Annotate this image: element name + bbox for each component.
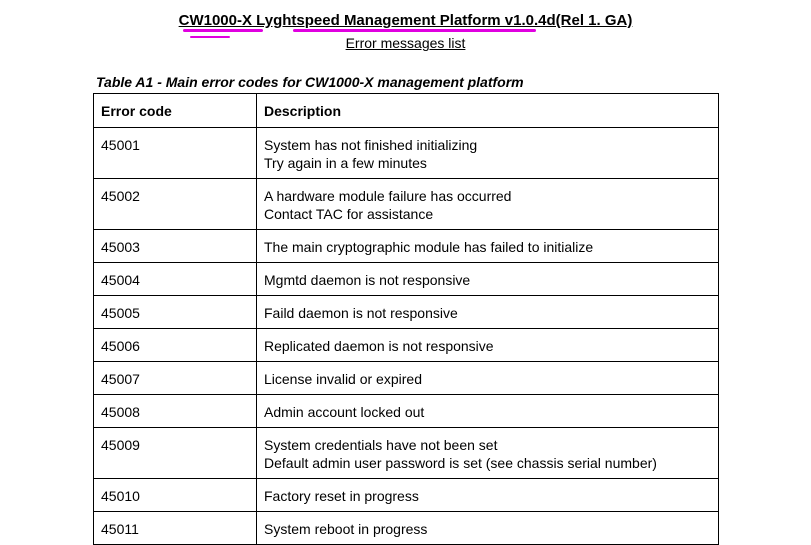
highlight-mark-3 — [293, 29, 536, 32]
document-title-wrap — [0, 12, 811, 30]
column-header-description: Description — [257, 94, 719, 128]
description-line: Factory reset in progress — [264, 488, 419, 504]
description-cell — [257, 296, 719, 329]
error-code-cell: 45011 — [94, 512, 257, 545]
description-line: System has not finished initializing — [264, 137, 478, 153]
description-cell — [257, 329, 719, 362]
document-title-rest: Lyghtspeed Management Platform v1.0.4d(Rel 1. GA) — [251, 12, 633, 29]
table-header-row — [94, 94, 719, 128]
table-row — [94, 128, 719, 179]
description-cell — [257, 179, 719, 230]
error-code-cell: 45002 — [94, 179, 257, 230]
description-cell — [257, 263, 719, 296]
error-code-cell: 45010 — [94, 479, 257, 512]
table-row — [94, 179, 719, 230]
error-code-cell: 45008 — [94, 395, 257, 428]
description-line: Faild daemon is not responsive — [264, 305, 458, 321]
description-line: System credentials have not been set — [264, 437, 498, 453]
description-line: A hardware module failure has occurred — [264, 188, 512, 204]
error-code-cell: 45006 — [94, 329, 257, 362]
description-line: Admin account locked out — [264, 404, 425, 420]
description-line: Replicated daemon is not responsive — [264, 338, 494, 354]
description-cell — [257, 395, 719, 428]
description-line: Try again in a few minutes — [264, 155, 427, 171]
error-code-cell: 45001 — [94, 128, 257, 179]
table-row — [94, 362, 719, 395]
description-cell — [257, 128, 719, 179]
table-row — [94, 296, 719, 329]
description-line: License invalid or expired — [264, 371, 422, 387]
description-cell — [257, 479, 719, 512]
description-cell — [257, 428, 719, 479]
table-row — [94, 512, 719, 545]
error-code-cell: 45003 — [94, 230, 257, 263]
description-line: Mgmtd daemon is not responsive — [264, 272, 471, 288]
error-codes-table — [93, 93, 719, 545]
description-cell — [257, 230, 719, 263]
error-code-cell: 45007 — [94, 362, 257, 395]
description-line: System reboot in progress — [264, 521, 428, 537]
description-cell — [257, 512, 719, 545]
table-row — [94, 479, 719, 512]
description-line: Default admin user password is set (see chassis serial number) — [264, 455, 657, 471]
error-code-cell: 45004 — [94, 263, 257, 296]
table-caption: Table A1 - Main error codes for CW1000-X management platform — [96, 74, 524, 90]
description-line: The main cryptographic module has failed to initialize — [264, 239, 594, 255]
table-row — [94, 263, 719, 296]
table-row — [94, 230, 719, 263]
error-code-cell: 45009 — [94, 428, 257, 479]
table-row — [94, 395, 719, 428]
table-row — [94, 428, 719, 479]
document-title-product: CW1000-X — [178, 12, 252, 29]
column-header-error-code: Error code — [94, 94, 257, 128]
description-line: Contact TAC for assistance — [264, 206, 434, 222]
description-cell — [257, 362, 719, 395]
table-row — [94, 329, 719, 362]
document-title — [179, 12, 633, 29]
error-code-cell: 45005 — [94, 296, 257, 329]
document-subtitle: Error messages list — [345, 35, 466, 51]
highlight-mark-1 — [183, 29, 263, 32]
